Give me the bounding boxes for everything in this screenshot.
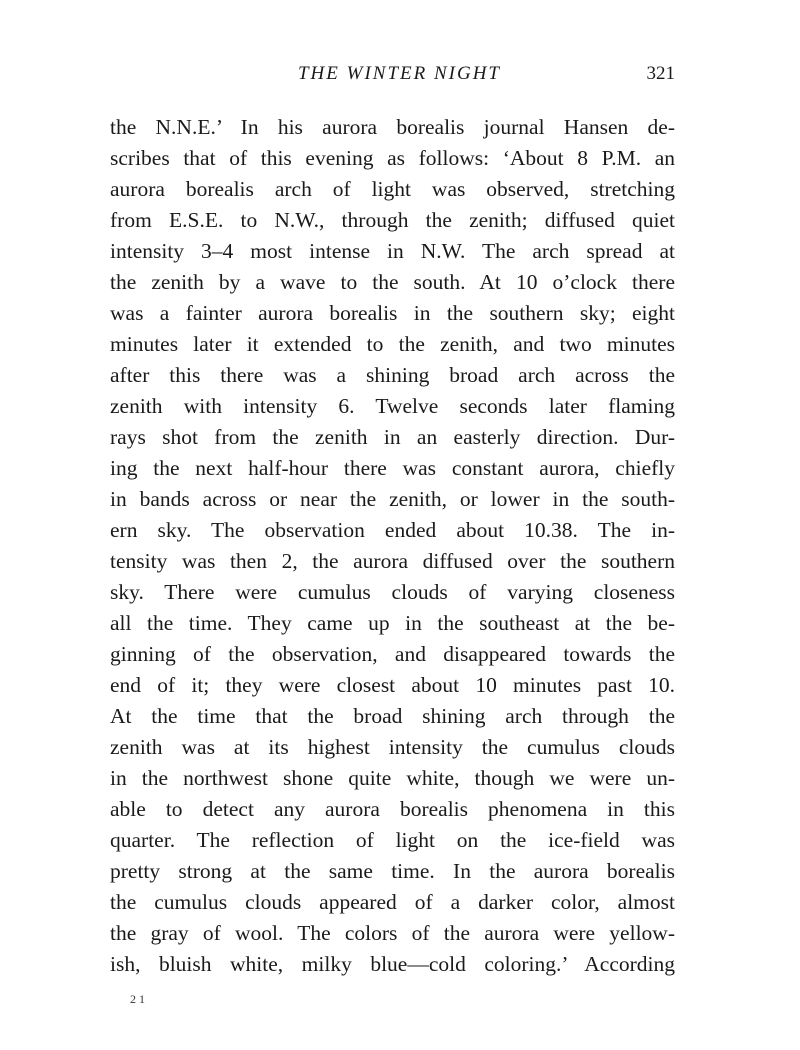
- text-line: zenith with intensity 6. Twelve seconds later flaming: [110, 394, 675, 418]
- text-line: scribes that of this evening as follows: ‘About 8 P.M. an: [110, 146, 675, 170]
- text-line: ginning of the observation, and disappeared towards the: [110, 642, 675, 666]
- text-line: was a fainter aurora borealis in the southern sky; eight: [110, 301, 675, 325]
- text-line: sky. There were cumulus clouds of varying closeness: [110, 580, 675, 604]
- text-line: ern sky. The observation ended about 10.38. The in-: [110, 518, 675, 542]
- text-line: able to detect any aurora borealis phenomena in this: [110, 797, 675, 821]
- text-line: pretty strong at the same time. In the aurora borealis: [110, 859, 675, 883]
- text-line: tensity was then 2, the aurora diffused over the southern: [110, 549, 675, 573]
- text-line: minutes later it extended to the zenith, and two minutes: [110, 332, 675, 356]
- text-line: end of it; they were closest about 10 minutes past 10.: [110, 673, 675, 697]
- text-line: the cumulus clouds appeared of a darker color, almost: [110, 890, 675, 914]
- text-line: intensity 3–4 most intense in N.W. The arch spread at: [110, 239, 675, 263]
- text-line: the zenith by a wave to the south. At 10 o’clock there: [110, 270, 675, 294]
- running-head: [110, 62, 675, 92]
- text-line: from E.S.E. to N.W., through the zenith; diffused quiet: [110, 208, 675, 232]
- page-number: 321: [646, 63, 675, 84]
- text-line: in bands across or near the zenith, or lower in the south-: [110, 487, 675, 511]
- signature-mark: 21: [130, 992, 148, 1006]
- text-line: ish, bluish white, milky blue—cold coloring.’ According: [110, 952, 675, 976]
- text-line: ing the next half-hour there was constant aurora, chiefly: [110, 456, 675, 480]
- text-line: in the northwest shone quite white, though we were un-: [110, 766, 675, 790]
- body-text: [110, 112, 675, 980]
- text-line: rays shot from the zenith in an easterly direction. Dur-: [110, 425, 675, 449]
- text-line: after this there was a shining broad arch across the: [110, 363, 675, 387]
- text-line: aurora borealis arch of light was observed, stretching: [110, 177, 675, 201]
- text-line: the N.N.E.’ In his aurora borealis journal Hansen de-: [110, 115, 675, 139]
- text-line: zenith was at its highest intensity the cumulus clouds: [110, 735, 675, 759]
- text-line: At the time that the broad shining arch through the: [110, 704, 675, 728]
- text-line: all the time. They came up in the southeast at the be-: [110, 611, 675, 635]
- running-title: THE WINTER NIGHT: [297, 63, 501, 84]
- text-line: quarter. The reflection of light on the ice-field was: [110, 828, 675, 852]
- text-line: the gray of wool. The colors of the aurora were yellow-: [110, 921, 675, 945]
